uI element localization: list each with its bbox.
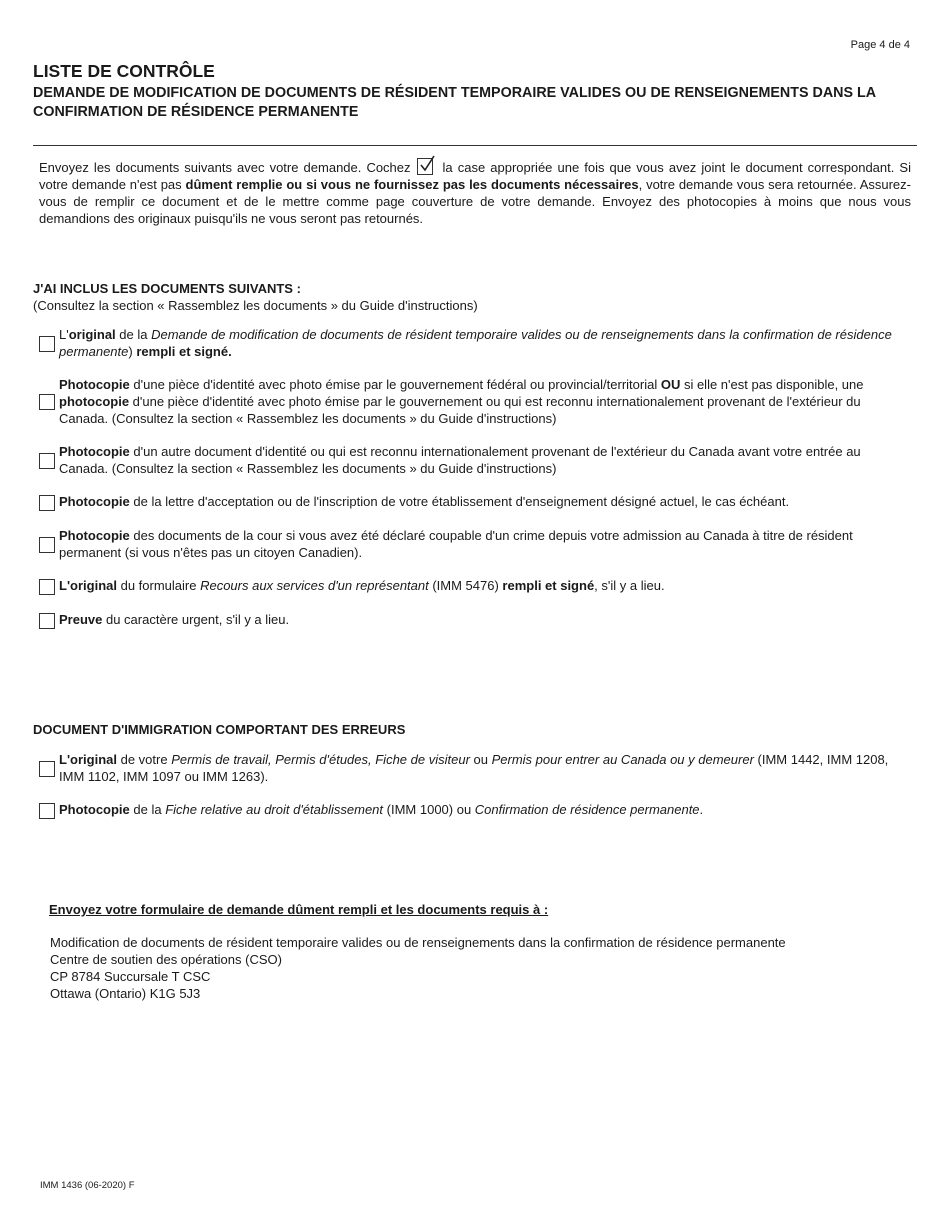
checkbox[interactable] [39, 336, 55, 352]
page-subtitle: DEMANDE DE MODIFICATION DE DOCUMENTS DE RÉSIDENT TEMPORAIRE VALIDES OU DE RENSEIGNEMENTS DANS LA CONFIRMATION DE RÉSIDENCE PERMANENTE [33, 85, 876, 120]
item-text: Photocopie d'un autre document d'identité ou qui est reconnu internationalement provenant de l'extérieur du Canada avant votre entrée au Canada. (Consultez la section « Rassemblez les documents » du Guide d'instructions) [59, 444, 861, 476]
mailing-heading: Envoyez votre formulaire de demande dûment rempli et les documents requis à : [49, 902, 549, 917]
item-text: Photocopie des documents de la cour si vous avez été déclaré coupable d'un crime depuis votre admission au Canada à titre de résident permanent (si vous n'êtes pas un citoyen Canadien). [59, 528, 853, 560]
checklist-item-representative-form [39, 577, 911, 594]
checklist-item-original-permit [39, 751, 911, 785]
item-text: L'original du formulaire Recours aux services d'un représentant (IMM 5476) rempli et signé, s'il y a lieu. [59, 578, 665, 593]
checkbox[interactable] [39, 495, 55, 511]
address-line: Centre de soutien des opérations (CSO) [50, 952, 282, 967]
checklist-item-court-documents [39, 527, 911, 561]
checklist-item-landing-record [39, 801, 911, 818]
page-number: Page 4 de 4 [850, 39, 910, 51]
address-line: CP 8784 Succursale T CSC [50, 969, 211, 984]
checkbox[interactable] [39, 453, 55, 469]
checked-box-icon [417, 158, 433, 175]
mailing-address [50, 934, 786, 1002]
checklist-item-other-id [39, 443, 911, 477]
intro-text-3: , votre demande vous sera retournée. Assurez-vous de remplir ce document et de le mettre comme page couverture de votre demande. Envoyez des photocopies à moins que nous vous demandions des originaux puisqu'ils ne vous seront pas retournés. [39, 177, 911, 226]
address-line: Modification de documents de résident temporaire valides ou de renseignements dans la confirmation de résidence permanente [50, 935, 786, 950]
intro-text-2: la case appropriée une fois que vous avez joint le document correspondant. Si votre demande n'est pas [39, 160, 911, 192]
item-text: L'original de votre Permis de travail, Permis d'études, Fiche de visiteur ou Permis pour entrer au Canada ou y demeurer (IMM 1442, IMM 1208, IMM 1102, IMM 1097 ou IMM 1263). [59, 752, 889, 784]
checkbox[interactable] [39, 761, 55, 777]
item-text: Photocopie de la Fiche relative au droit d'établissement (IMM 1000) ou Confirmation de résidence permanente. [59, 802, 704, 817]
item-text: Photocopie d'une pièce d'identité avec photo émise par le gouvernement fédéral ou provincial/territorial OU si elle n'est pas disponible, une photocopie d'une pièce d'identité avec photo émise par le gouvernement ou qui est reconnu internationalement provenant de l'extérieur du Canada. (Consultez la section « Rassemblez les documents » du Guide d'instructions) [59, 377, 864, 426]
checkbox[interactable] [39, 803, 55, 819]
section-note: (Consultez la section « Rassemblez les documents » du Guide d'instructions) [33, 298, 478, 313]
checklist-item-photo-id [39, 376, 911, 427]
checklist-item-urgency-proof [39, 611, 911, 628]
item-text: Photocopie de la lettre d'acceptation ou de l'inscription de votre établissement d'enseignement désigné actuel, le cas échéant. [59, 494, 790, 509]
checklist-item-application-form [39, 326, 911, 360]
header-divider [33, 145, 917, 146]
section-heading-documents-with-errors: DOCUMENT D'IMMIGRATION COMPORTANT DES ERREURS [33, 722, 406, 737]
checkbox[interactable] [39, 394, 55, 410]
checklist-item-acceptance-letter [39, 493, 911, 510]
intro-paragraph [39, 158, 911, 227]
checkbox[interactable] [39, 613, 55, 629]
form-code: IMM 1436 (06-2020) F [40, 1180, 135, 1191]
item-text: L'original de la Demande de modification de documents de résident temporaire valides ou de renseignements dans la confirmation de résidence permanente) rempli et signé. [59, 327, 892, 359]
section-heading-included-documents: J'AI INCLUS LES DOCUMENTS SUIVANTS : [33, 281, 301, 296]
page-title: LISTE DE CONTRÔLE [33, 61, 215, 81]
checkbox[interactable] [39, 537, 55, 553]
intro-bold-text: dûment remplie ou si vous ne fournissez pas les documents nécessaires [185, 177, 639, 192]
intro-text-1: Envoyez les documents suivants avec votre demande. Cochez [39, 160, 411, 175]
address-line: Ottawa (Ontario) K1G 5J3 [50, 986, 201, 1001]
item-text: Preuve du caractère urgent, s'il y a lieu. [59, 612, 290, 627]
checkbox[interactable] [39, 579, 55, 595]
